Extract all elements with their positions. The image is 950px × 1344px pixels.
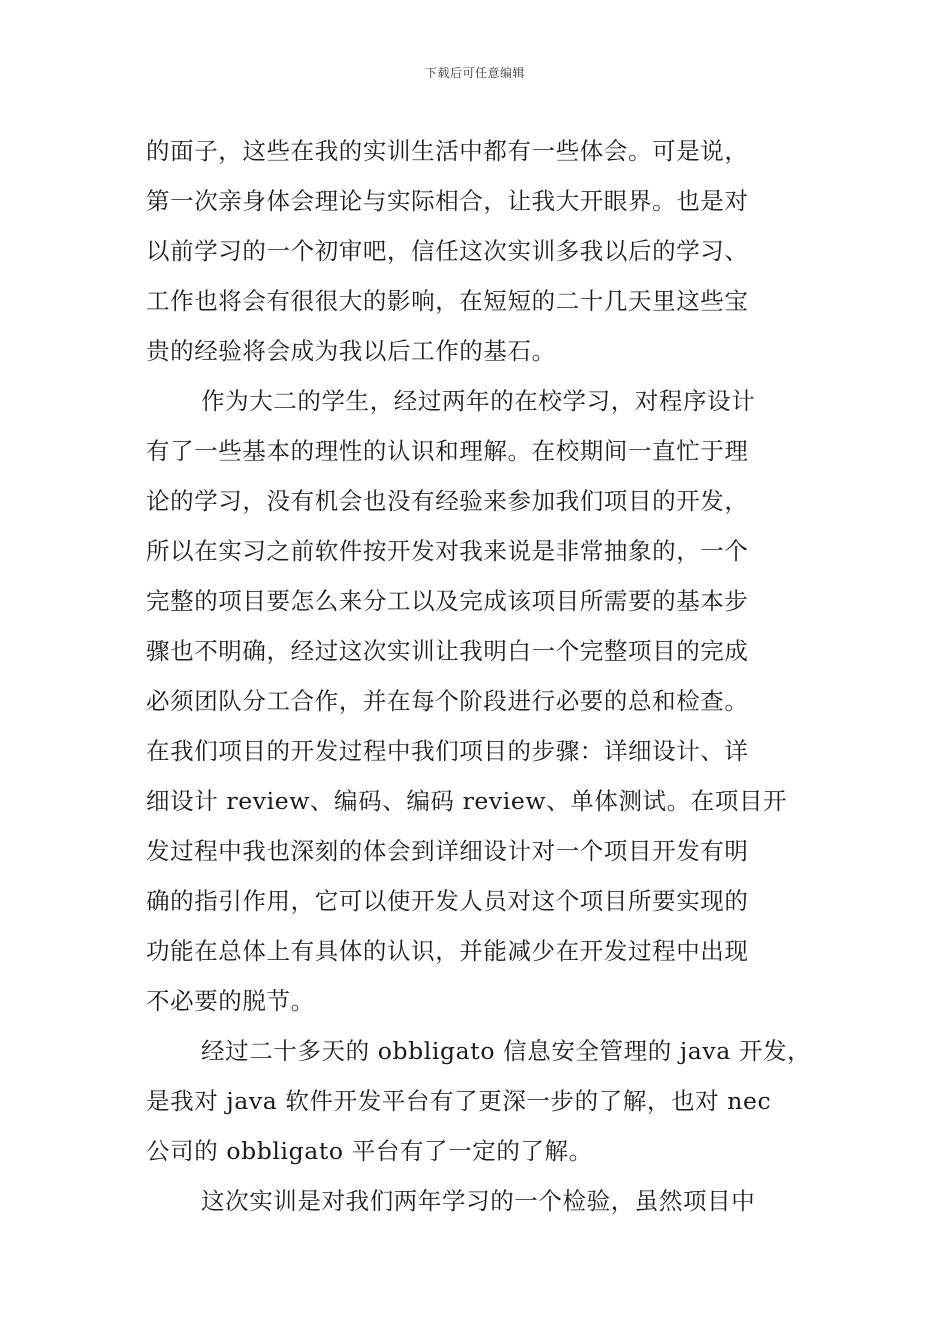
text-line: 完整的项目要怎么来分工以及完成该项目所需要的基本步 [146,587,749,615]
text-line: 贵的经验将会成为我以后工作的基石。 [146,337,556,365]
text-line: 作为大二的学生，经过两年的在校学习，对程序设计 [201,387,756,415]
text-line: 经过二十多天的 obbligato 信息安全管理的 java 开发， [201,1037,812,1065]
text-line: 不必要的脱节。 [146,987,315,1015]
text-line: 这次实训是对我们两年学习的一个检验，虽然项目中 [201,1187,756,1215]
text-line: 确的指引作用，它可以使开发人员对这个项目所要实现的 [146,887,749,915]
text-line: 骤也不明确，经过这次实训让我明白一个完整项目的完成 [146,637,749,665]
text-line: 发过程中我也深刻的体会到详细设计对一个项目开发有明 [146,837,749,865]
text-line: 公司的 obbligato 平台有了一定的了解。 [146,1137,593,1165]
text-line: 第一次亲身体会理论与实际相合，让我大开眼界。也是对 [146,187,749,215]
text-line: 论的学习，没有机会也没有经验来参加我们项目的开发， [146,487,749,515]
text-line: 所以在实习之前软件按开发对我来说是非常抽象的，一个 [146,537,749,565]
text-line: 细设计 review、编码、编码 review、单体测试。在项目开 [146,787,788,815]
document-body [146,126,812,1226]
text-line: 功能在总体上有具体的认识，并能减少在开发过程中出现 [146,937,749,965]
text-line: 工作也将会有很很大的影响，在短短的二十几天里这些宝 [146,287,749,315]
text-line: 有了一些基本的理性的认识和理解。在校期间一直忙于理 [146,437,749,465]
text-line: 必须团队分工合作，并在每个阶段进行必要的总和检查。 [146,687,749,715]
text-line: 是我对 java 软件开发平台有了更深一步的了解，也对 nec [146,1087,772,1115]
page-header: 下载后可任意编辑 [424,66,525,80]
text-line: 以前学习的一个初审吧，信任这次实训多我以后的学习、 [146,237,749,265]
text-line: 在我们项目的开发过程中我们项目的步骤：详细设计、详 [146,737,749,765]
text-line: 的面子，这些在我的实训生活中都有一些体会。可是说， [146,137,749,165]
